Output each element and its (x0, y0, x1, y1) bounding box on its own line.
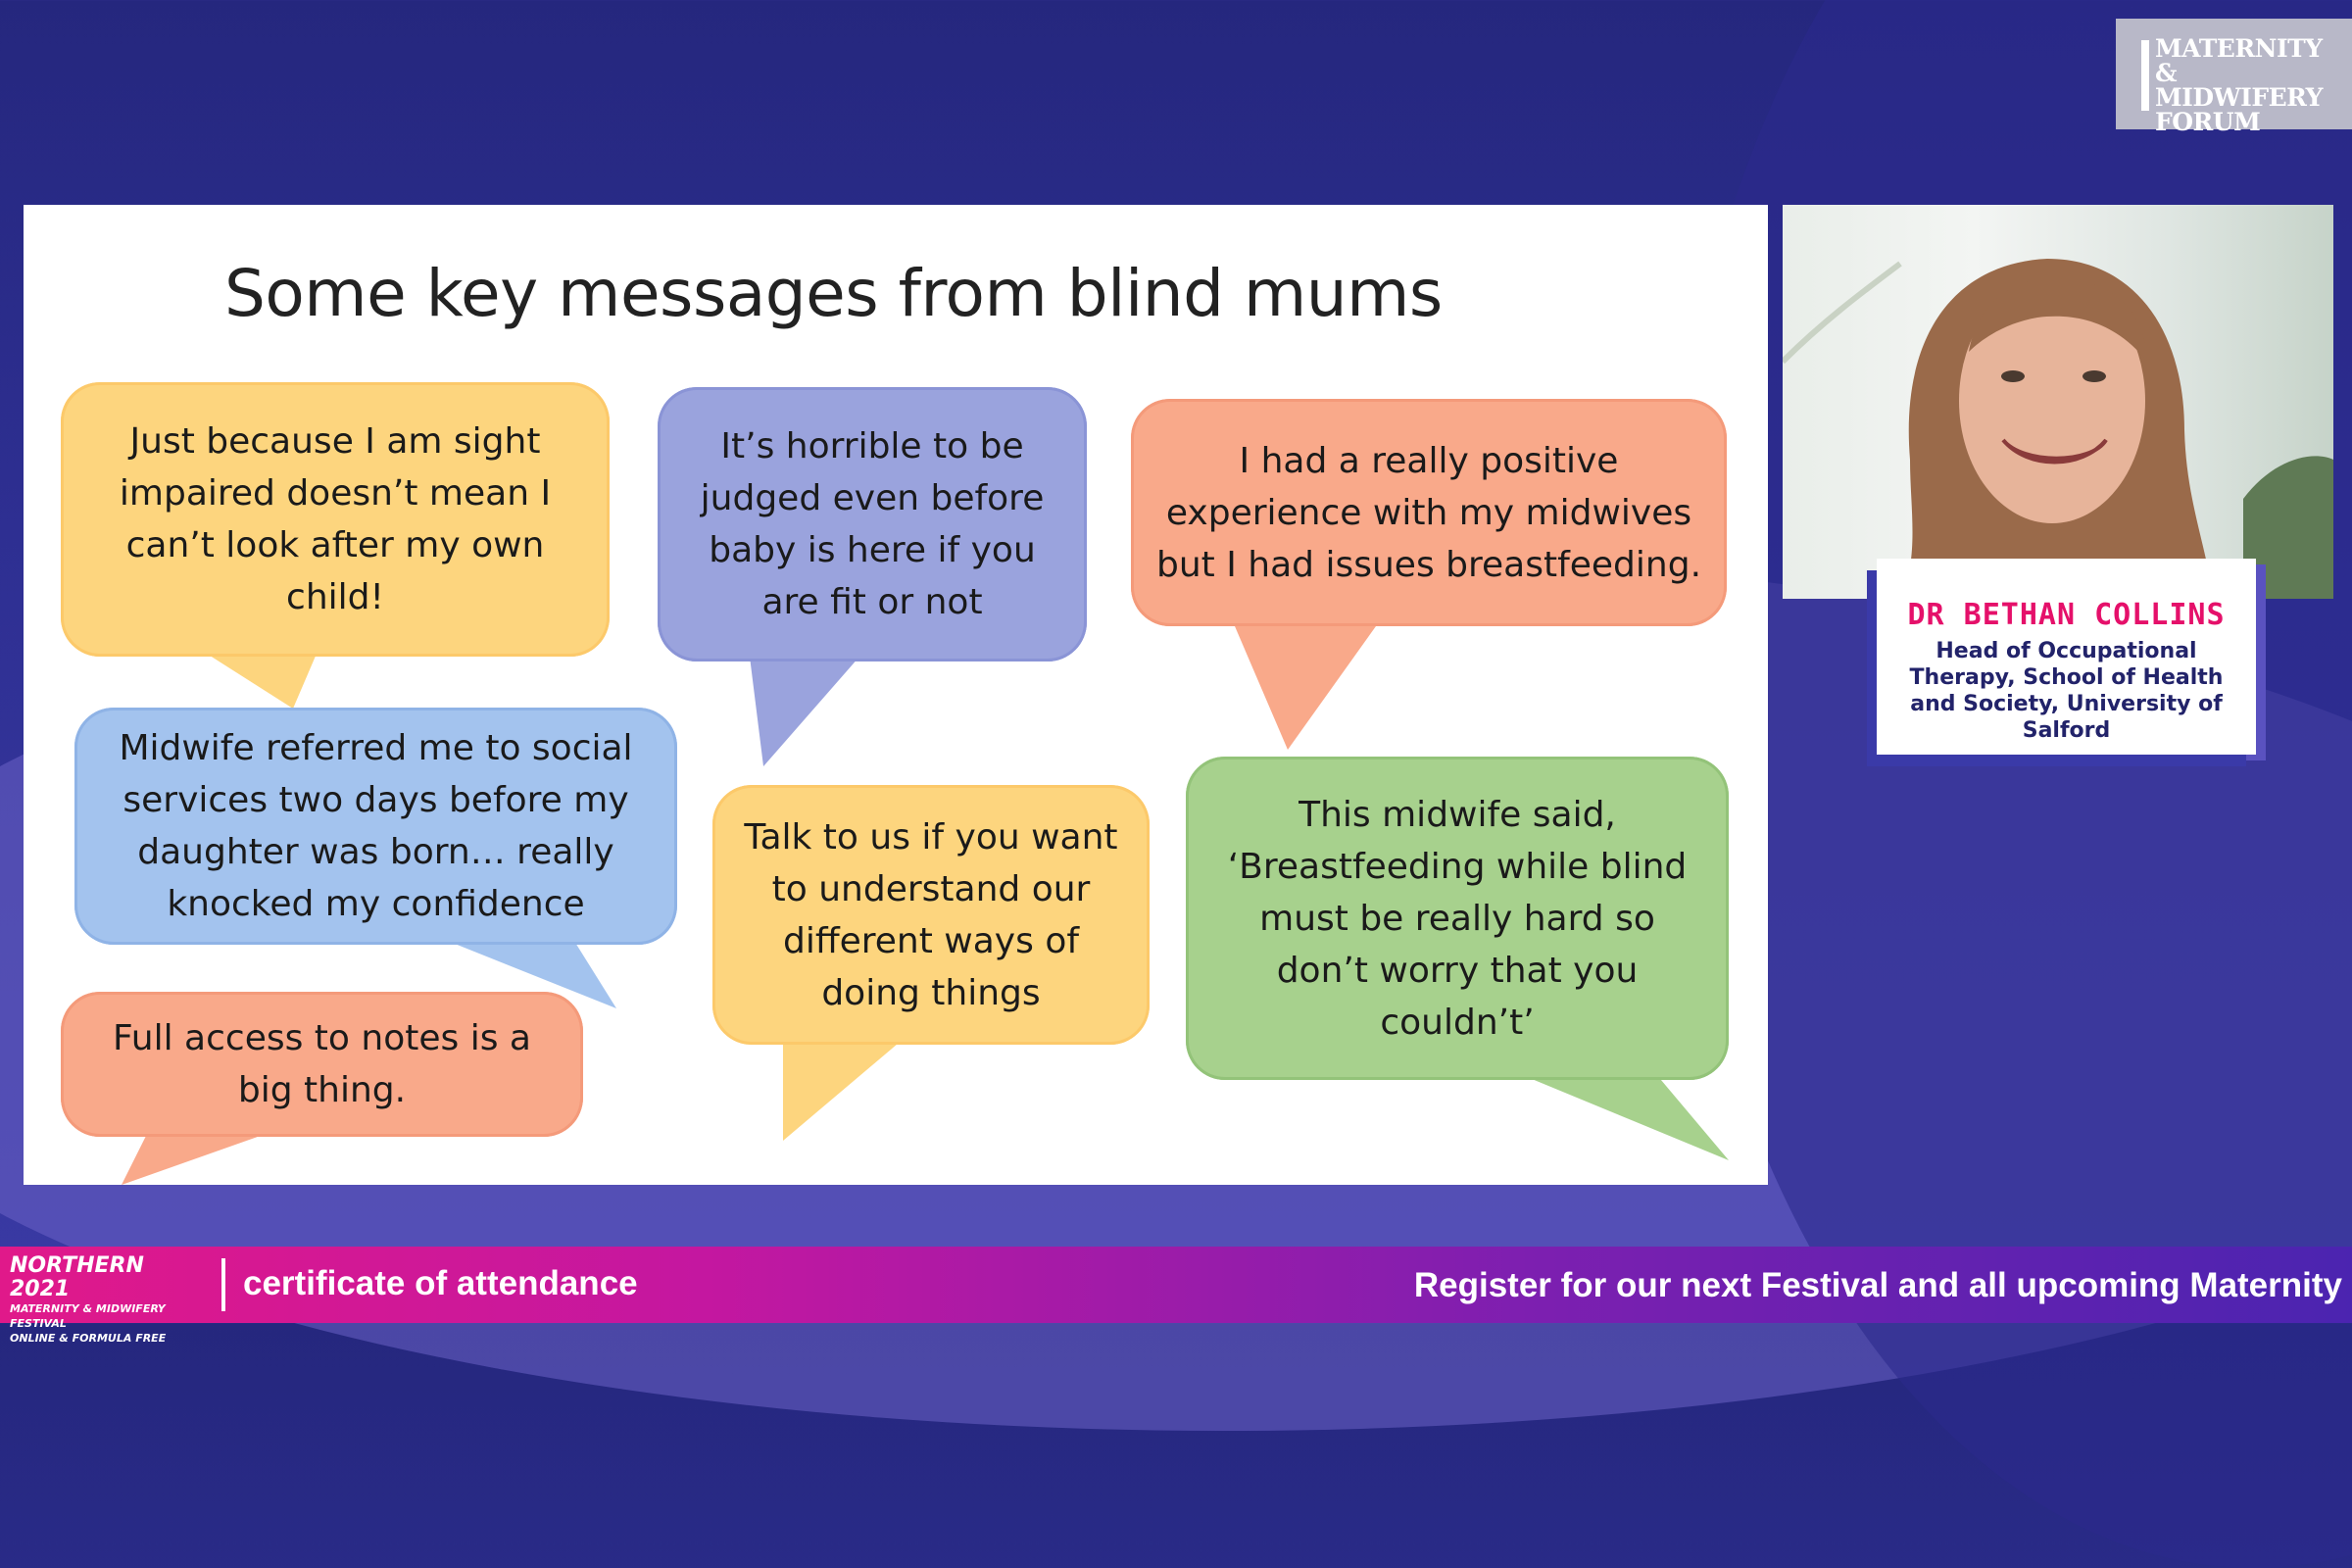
presentation-slide (24, 205, 1768, 1185)
speaker-name-card (1877, 559, 2256, 755)
speech-bubble (1186, 757, 1729, 1080)
festival-logo-subtitle: MATERNITY & MIDWIFERY FESTIVAL (10, 1302, 166, 1330)
speech-tail (783, 1033, 910, 1141)
certificate-of-attendance-link[interactable]: certificate of attendance (243, 1264, 638, 1302)
footer-divider (221, 1258, 225, 1311)
logo-line: FORUM (2155, 108, 2261, 136)
speech-tail (1503, 1067, 1739, 1160)
festival-logo-title: NORTHERN 2021 (10, 1253, 144, 1301)
maternity-midwifery-forum-logo (2116, 19, 2352, 136)
speech-tail (1229, 612, 1386, 750)
speaker-role: Head of Occupational Therapy, School of Health and Society, University of Salford (1909, 639, 2224, 743)
speech-bubble (1131, 399, 1727, 626)
bubble-text: It’s horrible to be judged even before baby is here if you are fit or not (700, 426, 1045, 622)
speech-bubble (61, 382, 610, 657)
speaker-photo (1783, 205, 2333, 599)
festival-logo-tagline: ONLINE & FORMULA FREE (10, 1332, 167, 1345)
speech-bubble (74, 708, 677, 945)
speech-bubble (61, 992, 583, 1137)
bubble-text: Just because I am sight impaired doesn’t mean I can’t look after my own child! (119, 421, 552, 617)
logo-line: MATERNITY (2155, 34, 2323, 63)
bubble-text: This midwife said, ‘Breastfeeding while blind must be really hard so don’t worry that you couldn’t’ (1227, 794, 1688, 1043)
speech-tail (739, 649, 866, 766)
speech-bubble (658, 387, 1087, 662)
register-ticker-text[interactable]: Register for our next Festival and all upcoming Maternity (1413, 1266, 2342, 1304)
speaker-name: DR BETHAN COLLINS (1907, 598, 2226, 632)
speaker-video-feed (1783, 205, 2333, 599)
footer-ticker-bar (0, 1247, 2352, 1345)
speech-bubble (712, 785, 1150, 1045)
bubble-text: Midwife referred me to social services two days before my daughter was born… really knocked my confidence (119, 728, 633, 924)
bubble-text: Talk to us if you want to understand our different ways of doing things (744, 816, 1118, 1013)
logo-line: & MIDWIFERY (2155, 59, 2323, 112)
slide-title: Some key messages from blind mums (224, 256, 1443, 331)
bubble-text: Full access to notes is a big thing. (113, 1018, 531, 1110)
northern-festival-logo (10, 1253, 211, 1345)
bubble-text: I had a really positive experience with my midwives but I had issues breastfeeding. (1156, 440, 1702, 585)
